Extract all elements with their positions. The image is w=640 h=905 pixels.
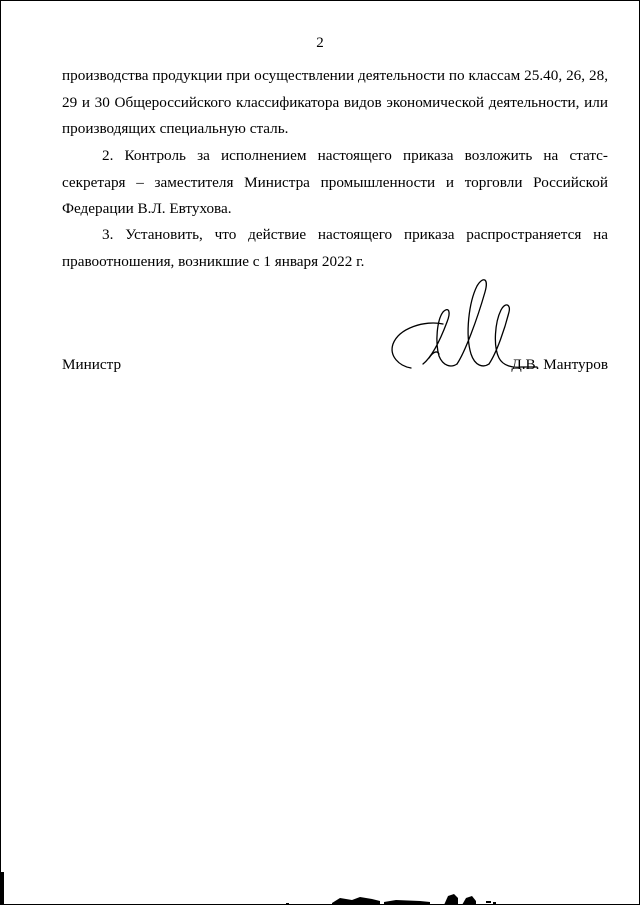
- page-number: 2: [316, 35, 324, 51]
- paragraph-control-clause: 2. Контроль за исполнением настоящего приказа возложить на статс-секретаря – заместителя Министра промышленности и торговли Российской Федерации В.Л. Евтухова.: [62, 147, 608, 217]
- signatory-position: Министр: [62, 356, 122, 373]
- signatory-name: Д.В. Мантуров: [511, 356, 608, 373]
- paragraph-continuation: производства продукции при осуществлении деятельности по классам 25.40, 26, 28, 29 и 30 Общероссийского классификатора видов экономической деятельности, или производящих специальную сталь.: [62, 67, 608, 137]
- paragraph-effective-date-clause: 3. Установить, что действие настоящего приказа распространяется на правоотношения, возникшие с 1 января 2022 г.: [62, 226, 608, 270]
